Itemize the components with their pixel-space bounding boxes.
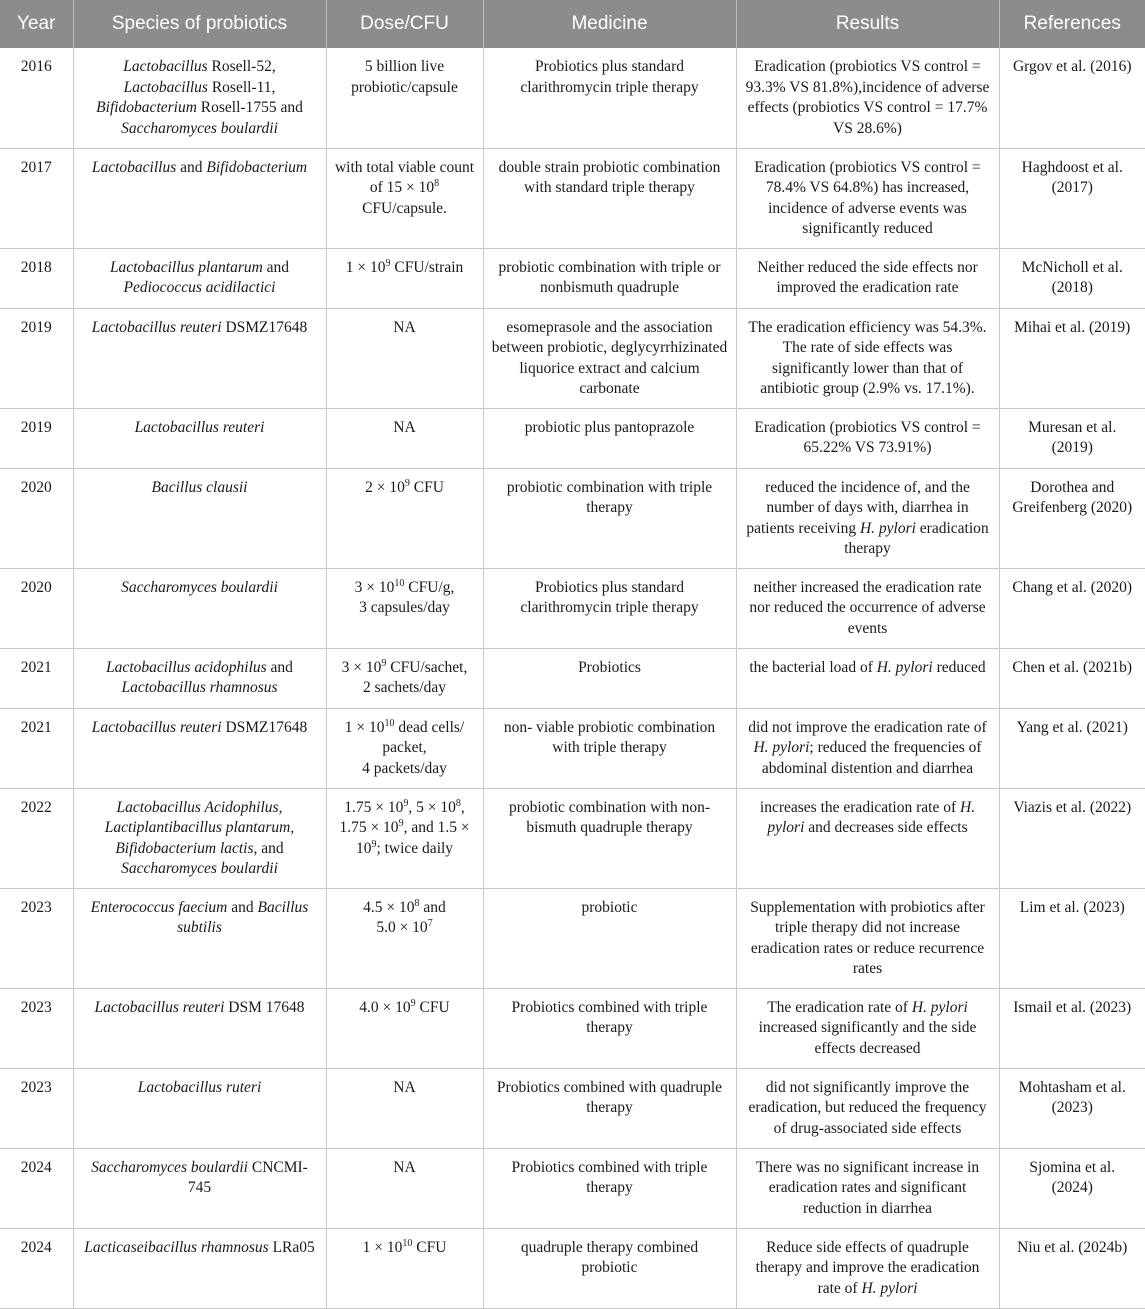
cell-results: Supplementation with probiotics after triple therapy did not increase eradication rates or reduce recurrence rates [736,888,999,988]
cell-species: Lactobacillus Rosell-52, Lactobacillus Rosell-11, Bifidobacterium Rosell-1755 and Saccharomyces boulardii [73,48,326,148]
cell-results: did not significantly improve the eradication, but reduced the frequency of drug-associated side effects [736,1068,999,1148]
cell-medicine: Probiotics combined with quadruple therapy [483,1068,736,1148]
table-row [0,648,1145,708]
cell-dose: $1 \times 10^{10}$ dead cells/ packet, 4 packets/day [326,708,483,788]
cell-dose: NA [326,1068,483,1148]
cell-results: There was no significant increase in eradication rates and significant reduction in diarrhea [736,1148,999,1228]
cell-species: Lactobacillus reuteri [73,408,326,468]
cell-results: increases the eradication rate of H. pylori and decreases side effects [736,788,999,888]
table-row [0,408,1145,468]
cell-year: 2023 [0,1068,73,1148]
cell-dose: $3 \times 10^{10}$ CFU/g, 3 capsules/day [326,568,483,648]
table-row [0,148,1145,248]
cell-species: Lacticaseibacillus rhamnosus LRa05 [73,1228,326,1308]
cell-year: 2018 [0,248,73,308]
table-row [0,1148,1145,1228]
cell-results: Eradication (probiotics VS control = 78.4% VS 64.8%) has increased, incidence of adverse events was significantly reduced [736,148,999,248]
table-row [0,1068,1145,1148]
cell-species: Lactobacillus reuteri DSMZ17648 [73,708,326,788]
cell-medicine: probiotic [483,888,736,988]
cell-species: Lactobacillus reuteri DSM 17648 [73,988,326,1068]
header-results: Results [736,0,999,48]
cell-medicine: esomeprasole and the association between probiotic, deglycyrrhizinated liquorice extract and calcium carbonate [483,308,736,408]
cell-year: 2023 [0,988,73,1068]
cell-reference: Mihai et al. (2019) [999,308,1145,408]
cell-dose: with total viable count of $15 \times 10^8$ CFU/capsule. [326,148,483,248]
header-species: Species of probiotics [73,0,326,48]
cell-year: 2021 [0,648,73,708]
cell-results: Eradication (probiotics VS control = 93.3% VS 81.8%),incidence of adverse effects (probiotics VS control = 17.7% VS 28.6%) [736,48,999,148]
cell-year: 2019 [0,308,73,408]
cell-reference: Lim et al. (2023) [999,888,1145,988]
cell-reference: Sjomina et al. (2024) [999,1148,1145,1228]
cell-medicine: Probiotics plus standard clarithromycin triple therapy [483,48,736,148]
cell-medicine: non- viable probiotic combination with triple therapy [483,708,736,788]
header-medicine: Medicine [483,0,736,48]
cell-results: did not improve the eradication rate of H. pylori; reduced the frequencies of abdominal distention and diarrhea [736,708,999,788]
cell-year: 2021 [0,708,73,788]
table-row [0,1228,1145,1308]
cell-dose: 5 billion live probiotic/capsule [326,48,483,148]
cell-reference: Dorothea and Greifenberg (2020) [999,468,1145,568]
cell-dose: NA [326,408,483,468]
cell-results: Eradication (probiotics VS control = 65.22% VS 73.91%) [736,408,999,468]
cell-dose: NA [326,1148,483,1228]
cell-dose: $4.5 \times 10^8$ and $5.0 \times 10^7$ [326,888,483,988]
cell-reference: Chen et al. (2021b) [999,648,1145,708]
cell-year: 2024 [0,1148,73,1228]
cell-year: 2022 [0,788,73,888]
table-row [0,248,1145,308]
cell-reference: Viazis et al. (2022) [999,788,1145,888]
cell-medicine: Probiotics plus standard clarithromycin triple therapy [483,568,736,648]
table-row [0,48,1145,148]
table-row [0,308,1145,408]
cell-reference: Niu et al. (2024b) [999,1228,1145,1308]
cell-species: Lactobacillus reuteri DSMZ17648 [73,308,326,408]
cell-dose: $1.75 \times 10^9$, $5 \times 10^8$, $1.75 \times 10^9$, and $1.5 \times 10^9$; twice daily [326,788,483,888]
cell-year: 2023 [0,888,73,988]
cell-year: 2020 [0,568,73,648]
cell-results: The eradication rate of H. pylori increased significantly and the side effects decreased [736,988,999,1068]
header-references: References [999,0,1145,48]
cell-year: 2024 [0,1228,73,1308]
cell-year: 2017 [0,148,73,248]
cell-dose: $4.0 \times 10^9$ CFU [326,988,483,1068]
table-row [0,888,1145,988]
cell-reference: Yang et al. (2021) [999,708,1145,788]
cell-reference: Haghdoost et al. (2017) [999,148,1145,248]
cell-dose: $1 \times 10^9$ CFU/strain [326,248,483,308]
cell-results: Reduce side effects of quadruple therapy and improve the eradication rate of H. pylori [736,1228,999,1308]
cell-medicine: probiotic combination with triple or nonbismuth quadruple [483,248,736,308]
header-dose: Dose/CFU [326,0,483,48]
header-year: Year [0,0,73,48]
cell-species: Lactobacillus and Bifidobacterium [73,148,326,248]
cell-species: Saccharomyces boulardii CNCMI-745 [73,1148,326,1228]
cell-species: Enterococcus faecium and Bacillus subtilis [73,888,326,988]
cell-reference: Grgov et al. (2016) [999,48,1145,148]
header-row [0,0,1145,48]
cell-reference: Mohtasham et al. (2023) [999,1068,1145,1148]
cell-species: Lactobacillus acidophilus and Lactobacillus rhamnosus [73,648,326,708]
cell-results: the bacterial load of H. pylori reduced [736,648,999,708]
cell-reference: Chang et al. (2020) [999,568,1145,648]
cell-medicine: probiotic plus pantoprazole [483,408,736,468]
cell-dose: $3 \times 10^9$ CFU/sachet, 2 sachets/day [326,648,483,708]
cell-dose: $2 \times 10^9$ CFU [326,468,483,568]
cell-year: 2020 [0,468,73,568]
table-row [0,568,1145,648]
cell-species: Lactobacillus ruteri [73,1068,326,1148]
table-body [0,48,1145,1308]
cell-species: Bacillus clausii [73,468,326,568]
cell-year: 2019 [0,408,73,468]
cell-results: The eradication efficiency was 54.3%. The rate of side effects was significantly lower than that of antibiotic group (2.9% vs. 17.1%). [736,308,999,408]
cell-dose: NA [326,308,483,408]
cell-results: reduced the incidence of, and the number of days with, diarrhea in patients receiving H. pylori eradication therapy [736,468,999,568]
cell-species: Lactobacillus plantarum and Pediococcus acidilactici [73,248,326,308]
table-header [0,0,1145,48]
cell-reference: Ismail et al. (2023) [999,988,1145,1068]
cell-reference: McNicholl et al. (2018) [999,248,1145,308]
cell-medicine: Probiotics combined with triple therapy [483,1148,736,1228]
table-row [0,708,1145,788]
table-row [0,468,1145,568]
cell-medicine: Probiotics [483,648,736,708]
cell-medicine: probiotic combination with non-bismuth quadruple therapy [483,788,736,888]
table-row [0,988,1145,1068]
cell-dose: $1 \times 10^{10}$ CFU [326,1228,483,1308]
cell-medicine: double strain probiotic combination with standard triple therapy [483,148,736,248]
cell-year: 2016 [0,48,73,148]
cell-results: neither increased the eradication rate nor reduced the occurrence of adverse events [736,568,999,648]
cell-reference: Muresan et al. (2019) [999,408,1145,468]
cell-medicine: probiotic combination with triple therapy [483,468,736,568]
cell-medicine: quadruple therapy combined probiotic [483,1228,736,1308]
table-row [0,788,1145,888]
cell-species: Saccharomyces boulardii [73,568,326,648]
cell-results: Neither reduced the side effects nor improved the eradication rate [736,248,999,308]
cell-species: Lactobacillus Acidophilus, Lactiplantibacillus plantarum, Bifidobacterium lactis, and Saccharomyces boulardii [73,788,326,888]
cell-medicine: Probiotics combined with triple therapy [483,988,736,1068]
